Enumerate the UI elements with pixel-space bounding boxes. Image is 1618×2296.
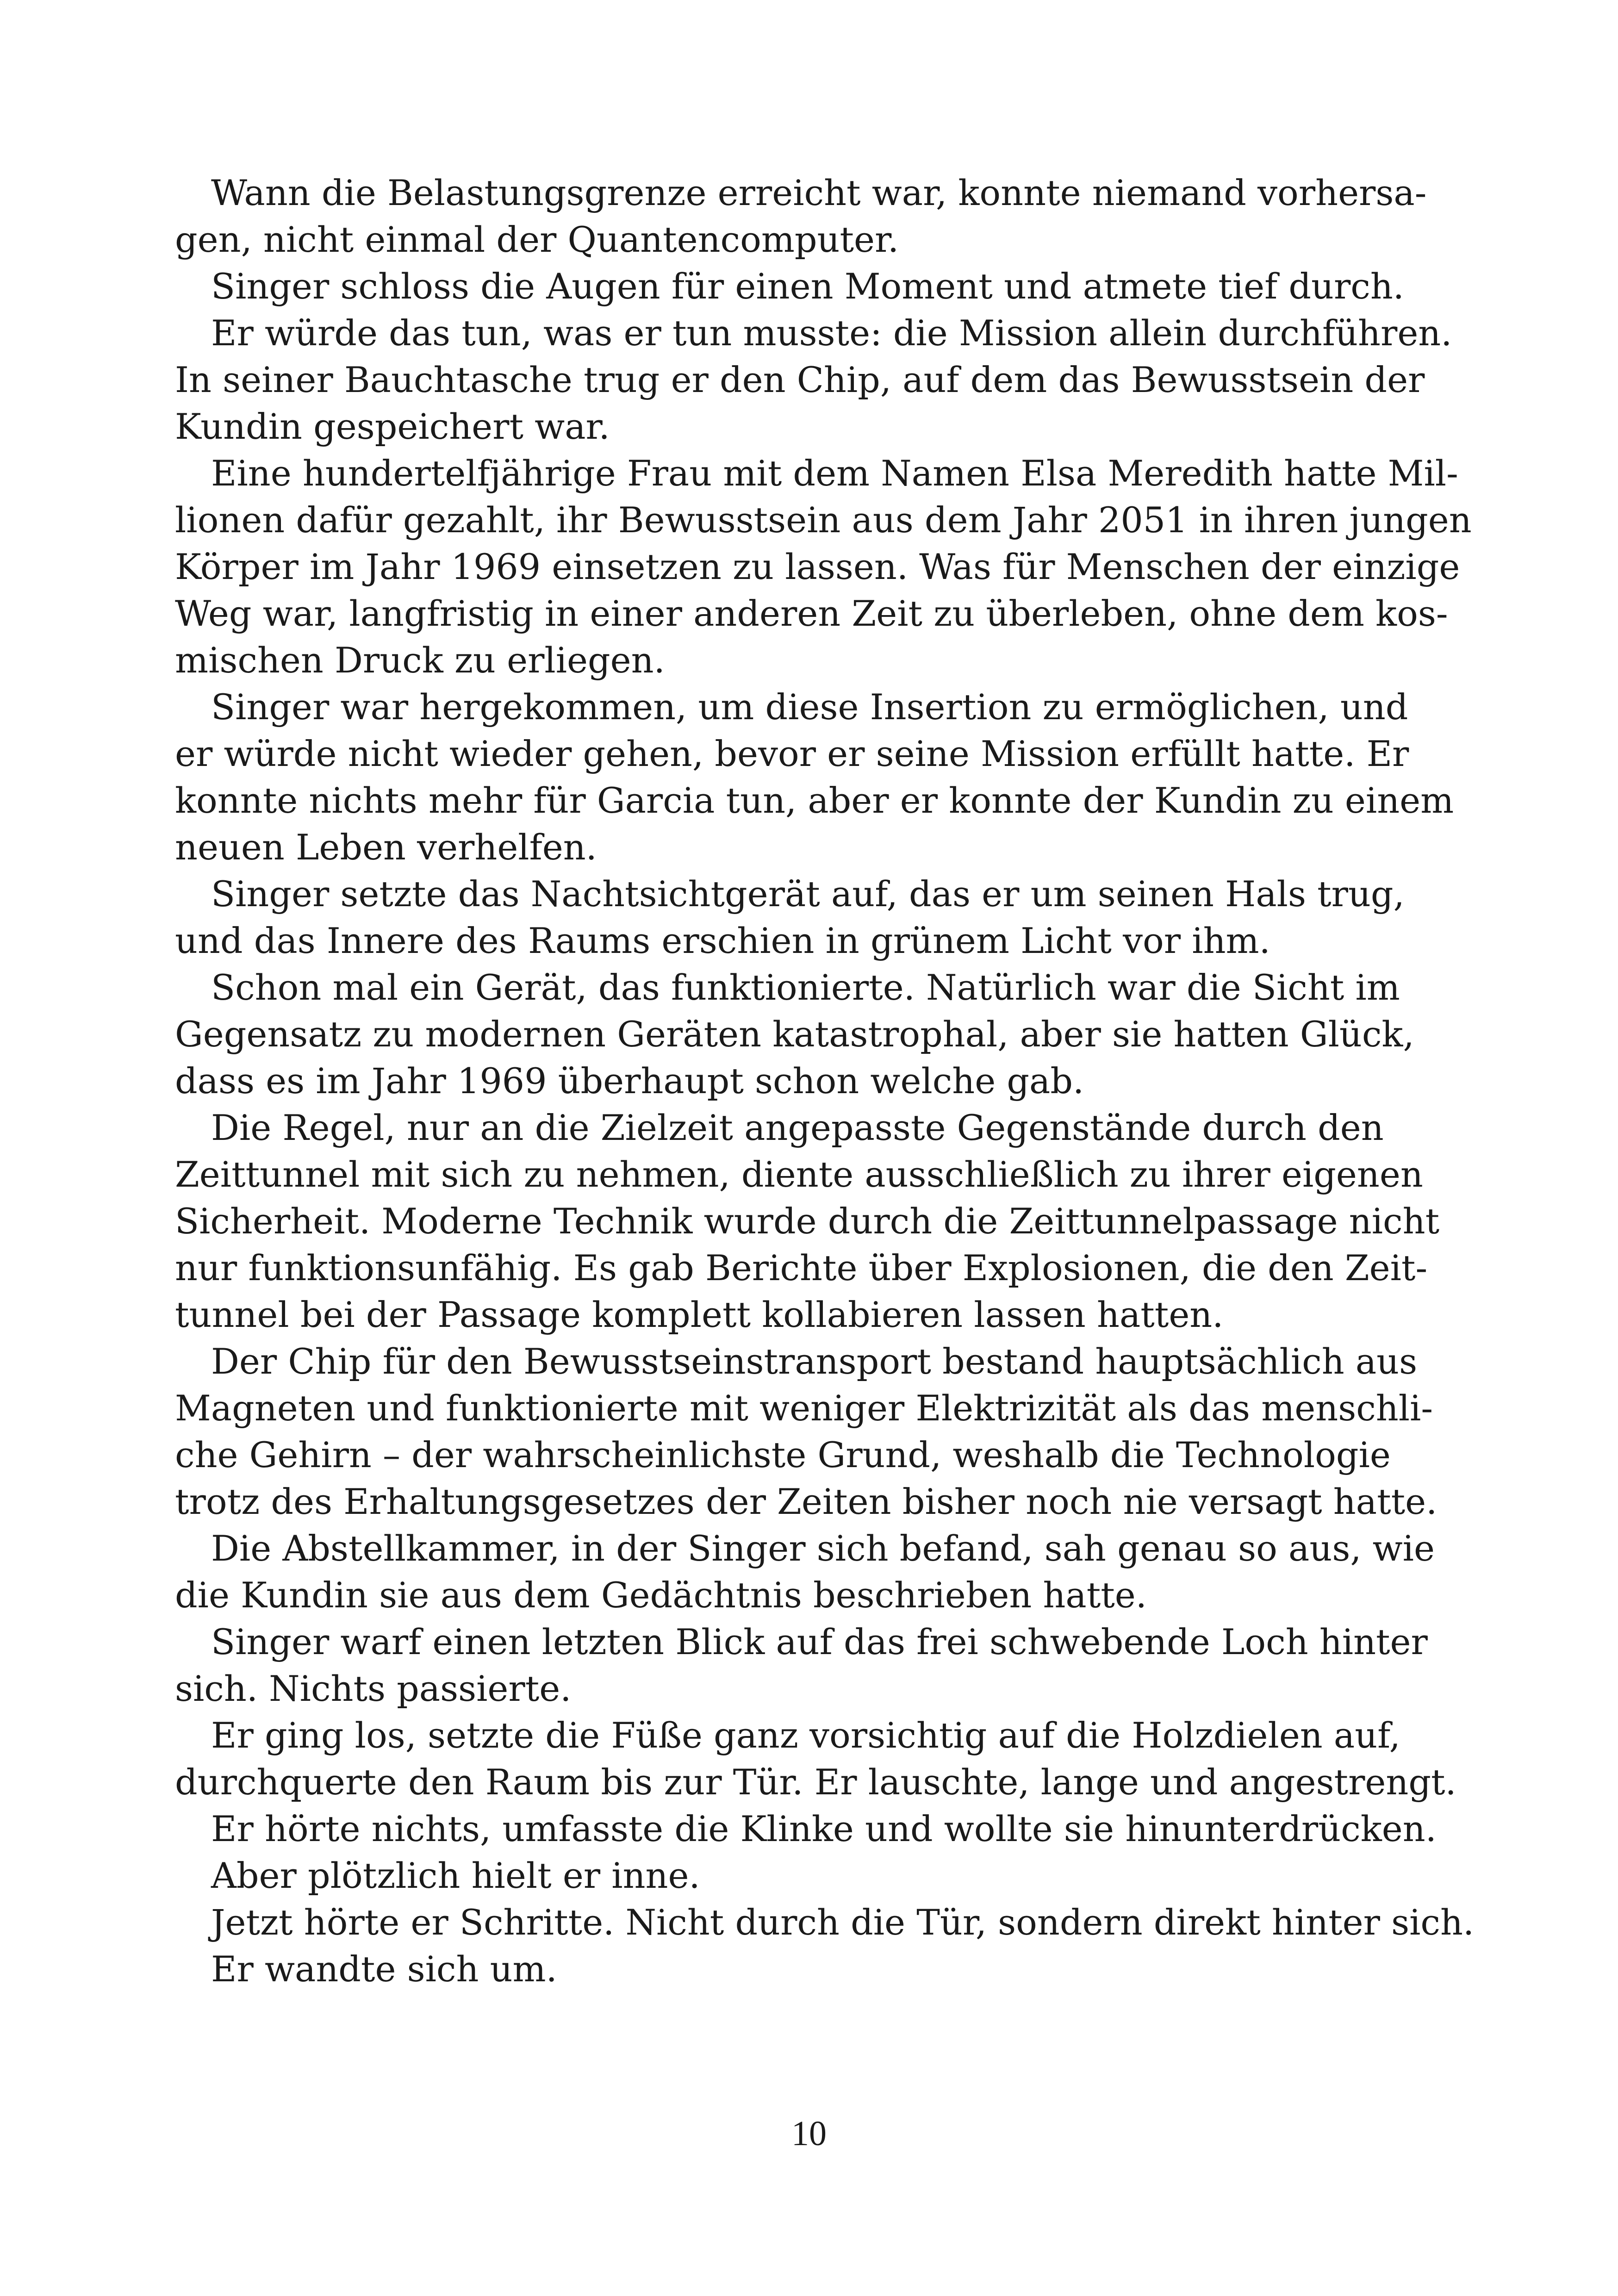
text-line: Zeittunnel mit sich zu nehmen, diente ausschließlich zu ihrer eigenen	[175, 1154, 1423, 1195]
text-line: Er ging los, setzte die Füße ganz vorsichtig auf die Holzdielen auf,	[211, 1715, 1400, 1756]
text-line: neuen Leben verhelfen.	[175, 827, 597, 868]
text-line: Singer war hergekommen, um diese Insertion zu ermöglichen, und	[211, 686, 1408, 728]
text-line: mischen Druck zu erliegen.	[175, 640, 665, 681]
body-text	[175, 169, 1475, 1992]
text-line: Er würde das tun, was er tun musste: die Mission allein durchführen.	[211, 312, 1452, 354]
text-line: nur funktionsunfähig. Es gab Berichte über Explosionen, die den Zeit-	[175, 1247, 1428, 1288]
text-line: Der Chip für den Bewusstseinstransport bestand hauptsächlich aus	[211, 1341, 1418, 1382]
text-line: er würde nicht wieder gehen, bevor er seine Mission erfüllt hatte. Er	[175, 733, 1409, 774]
text-line: Magneten und funktionierte mit weniger Elektrizität als das menschli-	[175, 1388, 1433, 1429]
text-line: Kundin gespeichert war.	[175, 406, 610, 447]
text-line: Singer setzte das Nachtsichtgerät auf, das er um seinen Hals trug,	[211, 873, 1405, 915]
text-line: die Kundin sie aus dem Gedächtnis beschrieben hatte.	[175, 1574, 1147, 1616]
text-line: Singer warf einen letzten Blick auf das frei schwebende Loch hinter	[211, 1621, 1428, 1662]
text-line: Die Regel, nur an die Zielzeit angepasste Gegenstände durch den	[211, 1107, 1384, 1148]
text-line: Körper im Jahr 1969 einsetzen zu lassen. Was für Menschen der einzige	[175, 546, 1460, 587]
text-line: Die Abstellkammer, in der Singer sich befand, sah genau so aus, wie	[211, 1528, 1435, 1569]
text-line: che Gehirn – der wahrscheinlichste Grund, weshalb die Technologie	[175, 1434, 1391, 1475]
text-line: Aber plötzlich hielt er inne.	[211, 1855, 700, 1896]
text-line: Wann die Belastungsgrenze erreicht war, konnte niemand vorhersa-	[211, 172, 1427, 213]
text-line: Jetzt hörte er Schritte. Nicht durch die Tür, sondern direkt hinter sich.	[211, 1902, 1475, 1943]
text-line: sich. Nichts passierte.	[175, 1668, 572, 1709]
text-line: Schon mal ein Gerät, das funktionierte. Natürlich war die Sicht im	[211, 967, 1400, 1008]
text-line: Sicherheit. Moderne Technik wurde durch die Zeittunnelpassage nicht	[175, 1201, 1440, 1242]
text-line: Er wandte sich um.	[211, 1948, 557, 1990]
text-line: Eine hundertelfjährige Frau mit dem Namen Elsa Meredith hatte Mil-	[211, 453, 1458, 494]
text-line: Singer schloss die Augen für einen Moment und atmete tief durch.	[211, 266, 1404, 307]
text-line: lionen dafür gezahlt, ihr Bewusstsein aus dem Jahr 2051 in ihren jungen	[175, 499, 1472, 541]
text-line: gen, nicht einmal der Quantencomputer.	[175, 219, 899, 260]
text-line: trotz des Erhaltungsgesetzes der Zeiten bisher noch nie versagt hatte.	[175, 1481, 1438, 1522]
text-line: In seiner Bauchtasche trug er den Chip, auf dem das Bewusstsein der	[175, 359, 1425, 400]
text-line: durchquerte den Raum bis zur Tür. Er lauschte, lange und angestrengt.	[175, 1761, 1456, 1803]
text-line: Er hörte nichts, umfasste die Klinke und wollte sie hinunterdrücken.	[211, 1808, 1437, 1849]
text-line: konnte nichts mehr für Garcia tun, aber er konnte der Kundin zu einem	[175, 780, 1454, 821]
text-line: tunnel bei der Passage komplett kollabieren lassen hatten.	[175, 1294, 1224, 1335]
text-line: dass es im Jahr 1969 überhaupt schon welche gab.	[175, 1060, 1084, 1101]
page-number: 10	[791, 2114, 827, 2153]
text-line: und das Innere des Raums erschien in grünem Licht vor ihm.	[175, 920, 1270, 961]
text-line: Gegensatz zu modernen Geräten katastrophal, aber sie hatten Glück,	[175, 1014, 1414, 1055]
text-line: Weg war, langfristig in einer anderen Zeit zu überleben, ohne dem kos-	[175, 593, 1448, 634]
